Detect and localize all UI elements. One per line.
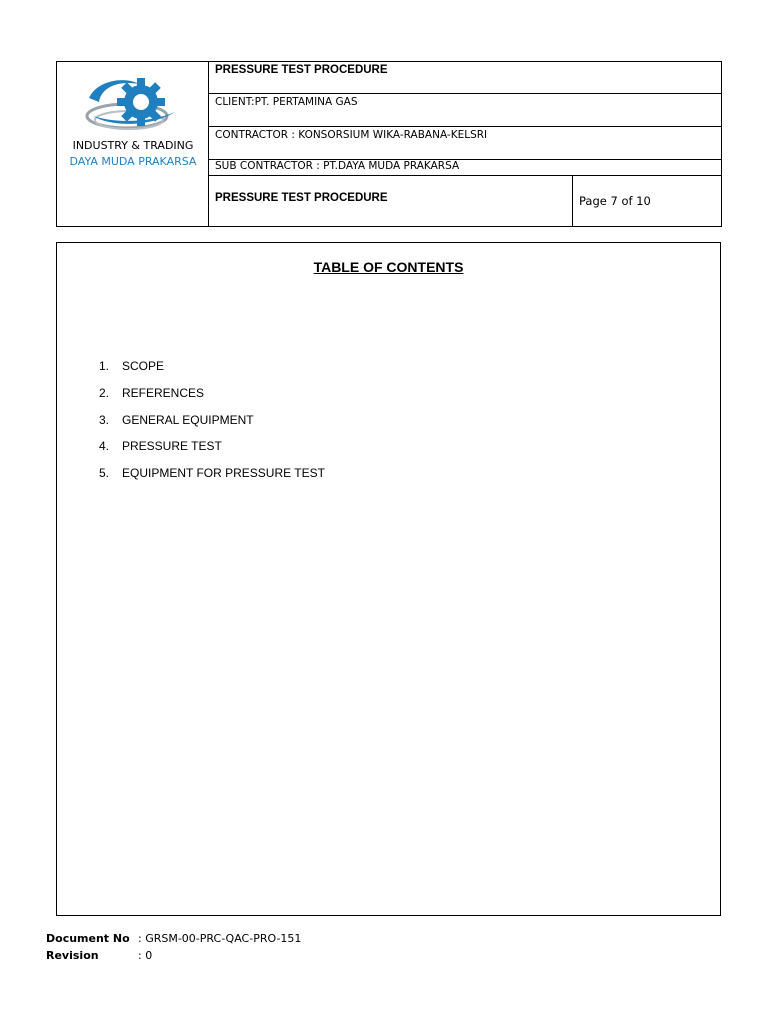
toc-title: TABLE OF CONTENTS xyxy=(313,259,464,275)
toc-item-label: PRESSURE TEST xyxy=(122,439,222,454)
toc-item xyxy=(99,413,325,440)
gear-logo-icon xyxy=(83,76,183,138)
document-number-value: : GRSM-00-PRC-QAC-PRO-151 xyxy=(138,932,302,945)
document-number-label: Document No xyxy=(46,932,130,945)
toc-item xyxy=(99,466,325,493)
company-line1: INDUSTRY & TRADING xyxy=(72,139,194,152)
toc-item-number: 2. xyxy=(99,385,110,400)
revision-value: : 0 xyxy=(138,949,153,962)
toc-item xyxy=(99,359,325,386)
toc-item-number: 3. xyxy=(99,412,110,427)
toc-item-label: GENERAL EQUIPMENT xyxy=(122,412,254,427)
page-number: Page 7 of 10 xyxy=(573,176,722,227)
header-subcontractor-row: SUB CONTRACTOR : PT.DAYA MUDA PRAKARSA xyxy=(209,160,722,176)
header-contractor-row: CONTRACTOR : KONSORSIUM WIKA-RABANA-KELSRI xyxy=(209,127,722,160)
toc-item-label: SCOPE xyxy=(122,359,165,373)
company-line2: DAYA MUDA PRAKARSA xyxy=(69,155,197,168)
toc-item-number: 5. xyxy=(99,466,110,481)
company-logo-cell xyxy=(57,62,209,227)
toc-item-label: EQUIPMENT FOR PRESSURE TEST xyxy=(122,466,325,481)
toc-item xyxy=(99,439,325,466)
toc-list xyxy=(99,359,325,493)
document-footer xyxy=(46,932,301,966)
toc-item-number: 4. xyxy=(99,439,110,454)
document-header xyxy=(56,61,722,227)
header-title-row: PRESSURE TEST PROCEDURE xyxy=(209,62,722,94)
table-of-contents-box xyxy=(56,242,721,916)
revision-row xyxy=(46,949,301,966)
toc-item-label: REFERENCES xyxy=(122,385,205,400)
document-number-row xyxy=(46,932,301,949)
toc-item xyxy=(99,386,325,413)
header-procedure-row: PRESSURE TEST PROCEDURE xyxy=(209,176,573,227)
revision-label: Revision xyxy=(46,949,99,962)
header-client-row: CLIENT:PT. PERTAMINA GAS xyxy=(209,94,722,127)
toc-item-number: 1. xyxy=(99,359,110,373)
